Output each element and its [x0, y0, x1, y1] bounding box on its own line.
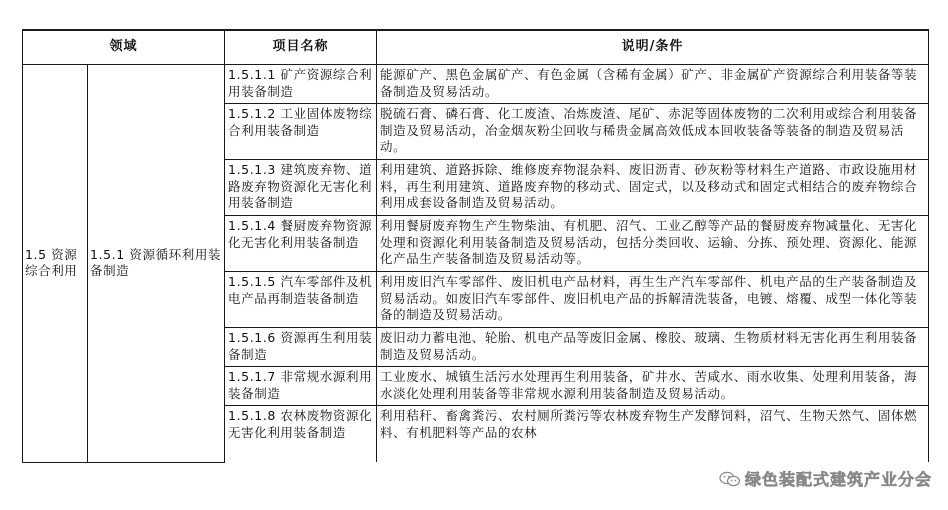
description-cell: 工业废水、城镇生活污水处理再生利用装备，矿井水、苦咸水、雨水收集、处理利用装备，海水淡化处理利用装备等非常规水源利用装备制造及贸易活动。 [377, 367, 929, 406]
header-domain: 领域 [23, 30, 225, 65]
description-cell: 利用废旧汽车零部件、废旧机电产品材料，再生生产汽车零部件、机电产品的生产装备制造及贸易活动。如废旧汽车零部件、废旧机电产品的拆解清洗装备，电镀、熔覆、成型一体化等装备的制造及贸易活动。 [377, 272, 929, 328]
project-name-cell: 1.5.1.2 工业固体废物综合利用装备制造 [225, 104, 377, 160]
watermark [719, 467, 932, 490]
catalog-table [22, 29, 929, 463]
project-name-cell: 1.5.1.5 汽车零部件及机电产品再制造装备制造 [225, 272, 377, 328]
watermark-text: 绿色装配式建筑产业分会 [744, 470, 932, 489]
project-name-cell: 1.5.1.1 矿产资源综合利用装备制造 [225, 65, 377, 104]
domain-level1-cell: 1.5 资源综合利用 [23, 65, 88, 463]
project-name-cell: 1.5.1.8 农林废物资源化无害化利用装备制造 [225, 406, 377, 463]
table-row [23, 65, 929, 104]
description-cell: 利用餐厨废弃物生产生物柴油、有机肥、沼气、工业乙醇等产品的餐厨废弃物减量化、无害化处理和资源化利用装备制造及贸易活动，包括分类回收、运输、分拣、预处理、资源化、能源化产品生产装备制造及贸易活动等。 [377, 216, 929, 272]
header-project: 项目名称 [225, 30, 377, 65]
project-name-cell: 1.5.1.6 资源再生利用装备制造 [225, 328, 377, 367]
description-cell: 利用建筑、道路拆除、维修废弃物混杂料、废旧沥青、砂灰粉等材料生产道路、市政设施用材料，再生利用建筑、道路废弃物的移动式、固定式，以及移动式和固定式相结合的废弃物综合利用成套设备制造及贸易活动。 [377, 160, 929, 216]
wechat-icon [719, 471, 741, 487]
project-name-cell: 1.5.1.3 建筑废弃物、道路废弃物资源化无害化利用装备制造 [225, 160, 377, 216]
description-cell: 能源矿产、黑色金属矿产、有色金属（含稀有金属）矿产、非金属矿产资源综合利用装备等装备制造及贸易活动。 [377, 65, 929, 104]
header-desc: 说明/条件 [377, 30, 929, 65]
project-name-cell: 1.5.1.7 非常规水源利用装备制造 [225, 367, 377, 406]
table-header-row [23, 30, 929, 65]
description-cell: 废旧动力蓄电池、轮胎、机电产品等废旧金属、橡胶、玻璃、生物质材料无害化再生利用装备制造及贸易活动。 [377, 328, 929, 367]
description-cell: 脱硫石膏、磷石膏、化工废渣、冶炼废渣、尾矿、赤泥等固体废物的二次利用或综合利用装备制造及贸易活动，冶金烟灰粉尘回收与稀贵金属高效低成本回收装备等装备的制造及贸易活动。 [377, 104, 929, 160]
project-name-cell: 1.5.1.4 餐厨废弃物资源化无害化利用装备制造 [225, 216, 377, 272]
domain-level2-cell: 1.5.1 资源循环利用装备制造 [88, 65, 225, 463]
description-cell: 利用秸秆、畜禽粪污、农村厕所粪污等农林废弃物生产发酵饲料，沼气、生物天然气、固体燃料、有机肥料等产品的农林 [377, 406, 929, 463]
